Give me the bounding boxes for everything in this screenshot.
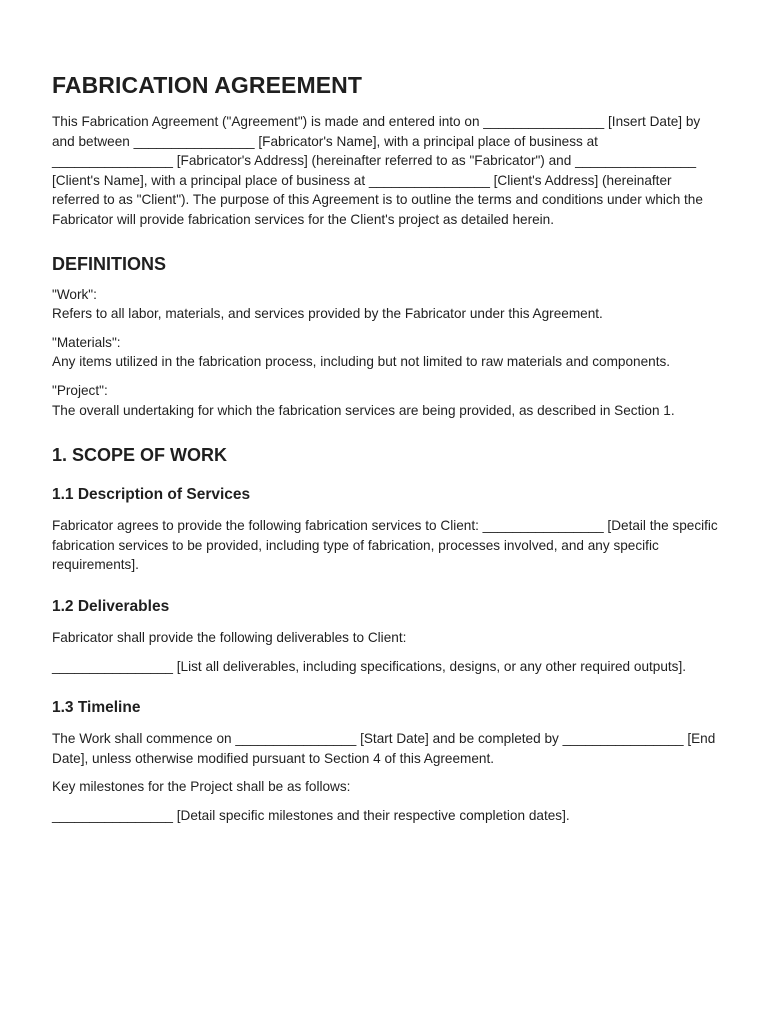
section-1-2-text: Fabricator shall provide the following deliverables to Client: [52,629,407,645]
definition-text: The overall undertaking for which the fabrication services are being provided, as described in Section 1. [52,402,675,418]
section-1-3-milestones-intro: Key milestones for the Project shall be as follows: [52,779,351,795]
definition-item [52,381,730,420]
definitions-heading: DEFINITIONS [52,253,167,274]
section-1-1-text: Fabricator agrees to provide the following fabrication services to Client: ________________ [Detail the specific fabrication services to be provided, including type of fabrication, processes involved, and any specific requirements]. [52,518,718,573]
definition-item [52,285,730,324]
definition-term: "Project": [52,382,108,398]
intro-paragraph: This Fabrication Agreement ("Agreement") is made and entered into on ________________ [Insert Date] by and between ________________ [Fabricator's Name], with a principal place of business at ________________ [Fabricator's Address] (hereinafter referred to as "Fabricator") and ________________ [Client's Name], with a principal place of business at ________________ [Client's Address] (hereinafter referred to as "Client"). The purpose of this Agreement is to outline the terms and conditions under which the Fabricator will provide fabrication services for the Client's project as detailed herein. [52,114,703,227]
section-1-3-heading: 1.3 Timeline [52,699,141,717]
section-1-heading: 1. SCOPE OF WORK [52,445,228,466]
definition-term: "Materials": [52,334,121,350]
document-title: FABRICATION AGREEMENT [52,72,363,98]
section-1-1-heading: 1.1 Description of Services [52,486,251,504]
section-1-2-heading: 1.2 Deliverables [52,597,170,615]
definition-text: Any items utilized in the fabrication process, including but not limited to raw materials and components. [52,354,671,370]
section-1-3-milestones: ________________ [Detail specific milestones and their respective completion dates]. [52,807,570,823]
section-1-2-list: ________________ [List all deliverables, including specifications, designs, or any other required outputs]. [52,658,687,674]
section-1-3-text: The Work shall commence on ________________ [Start Date] and be completed by ________________ [End Date], unless otherwise modified pursuant to Section 4 of this Agreement. [52,731,716,766]
definition-text: Refers to all labor, materials, and services provided by the Fabricator under this Agreement. [52,306,603,322]
definition-term: "Work": [52,286,97,302]
definition-item [52,333,730,372]
